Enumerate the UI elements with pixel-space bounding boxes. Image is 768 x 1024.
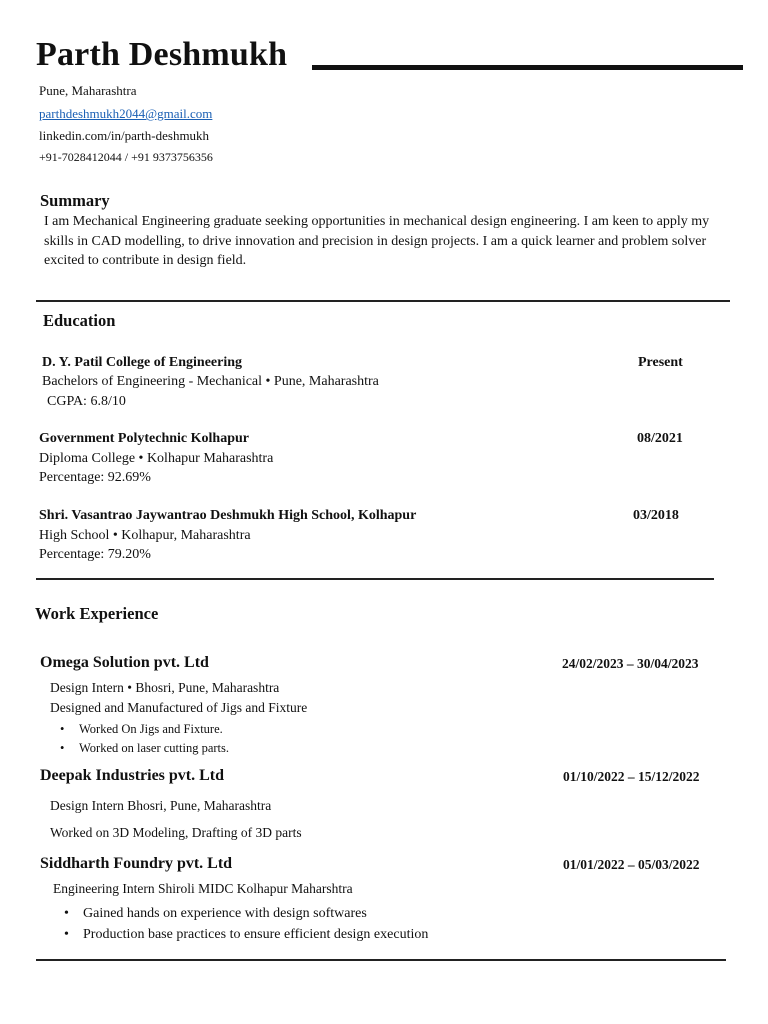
work-experience-heading: Work Experience	[35, 604, 159, 623]
job-role: Engineering Intern Shiroli MIDC Kolhapur Maharshtra	[53, 881, 353, 896]
job-dates: 01/10/2022 – 15/12/2022	[563, 769, 700, 784]
education-date: 08/2021	[637, 431, 683, 446]
section-divider	[36, 578, 714, 580]
summary-heading: Summary	[40, 191, 110, 210]
section-divider	[36, 959, 726, 961]
education-institution: Government Polytechnic Kolhapur	[39, 431, 249, 446]
company-name: Deepak Industries pvt. Ltd	[40, 767, 225, 784]
linkedin-url: linkedin.com/in/parth-deshmukh	[39, 128, 210, 143]
education-heading: Education	[43, 311, 116, 330]
company-name: Omega Solution pvt. Ltd	[40, 654, 209, 671]
candidate-name: Parth Deshmukh	[36, 36, 288, 73]
list-item: • Gained hands on experience with design softwares	[61, 903, 428, 924]
name-underline	[312, 65, 743, 70]
list-item: • Worked on laser cutting parts.	[57, 739, 229, 758]
list-item: • Production base practices to ensure efficient design execution	[61, 924, 428, 945]
list-item: • Worked On Jigs and Fixture.	[57, 720, 229, 739]
job-role: Design Intern • Bhosri, Pune, Maharashtra	[50, 680, 280, 695]
phone-numbers: +91-7028412044 / +91 9373756356	[39, 150, 213, 164]
company-name: Siddharth Foundry pvt. Ltd	[40, 855, 233, 872]
education-date: 03/2018	[633, 508, 679, 523]
job-description: Worked on 3D Modeling, Drafting of 3D parts	[50, 825, 302, 840]
email-link[interactable]: parthdeshmukh2044@gmail.com	[39, 106, 213, 121]
job-bullets	[61, 903, 428, 945]
job-bullets	[57, 720, 229, 758]
education-institution: Shri. Vasantrao Jaywantrao Deshmukh High School, Kolhapur	[39, 508, 417, 523]
location: Pune, Maharashtra	[39, 83, 137, 98]
section-divider	[36, 300, 730, 302]
job-dates: 01/01/2022 – 05/03/2022	[563, 857, 700, 872]
job-description: Designed and Manufactured of Jigs and Fixture	[50, 700, 308, 715]
summary-text: I am Mechanical Engineering graduate seeking opportunities in mechanical design engineering. I am keen to apply my skills in CAD modelling, to drive innovation and precision in design projects. I am a quick learner and problem solver excited to contribute in design field.	[44, 214, 710, 268]
education-score: Percentage: 79.20%	[39, 547, 151, 562]
education-date: Present	[638, 355, 683, 370]
job-dates: 24/02/2023 – 30/04/2023	[562, 656, 699, 671]
education-degree: Diploma College • Kolhapur Maharashtra	[39, 451, 274, 466]
education-degree: High School • Kolhapur, Maharashtra	[39, 528, 251, 543]
education-score: CGPA: 6.8/10	[47, 394, 126, 409]
job-role: Design Intern Bhosri, Pune, Maharashtra	[50, 798, 272, 813]
education-score: Percentage: 92.69%	[39, 470, 151, 485]
education-institution: D. Y. Patil College of Engineering	[42, 355, 243, 370]
education-degree: Bachelors of Engineering - Mechanical • Pune, Maharashtra	[42, 374, 379, 389]
